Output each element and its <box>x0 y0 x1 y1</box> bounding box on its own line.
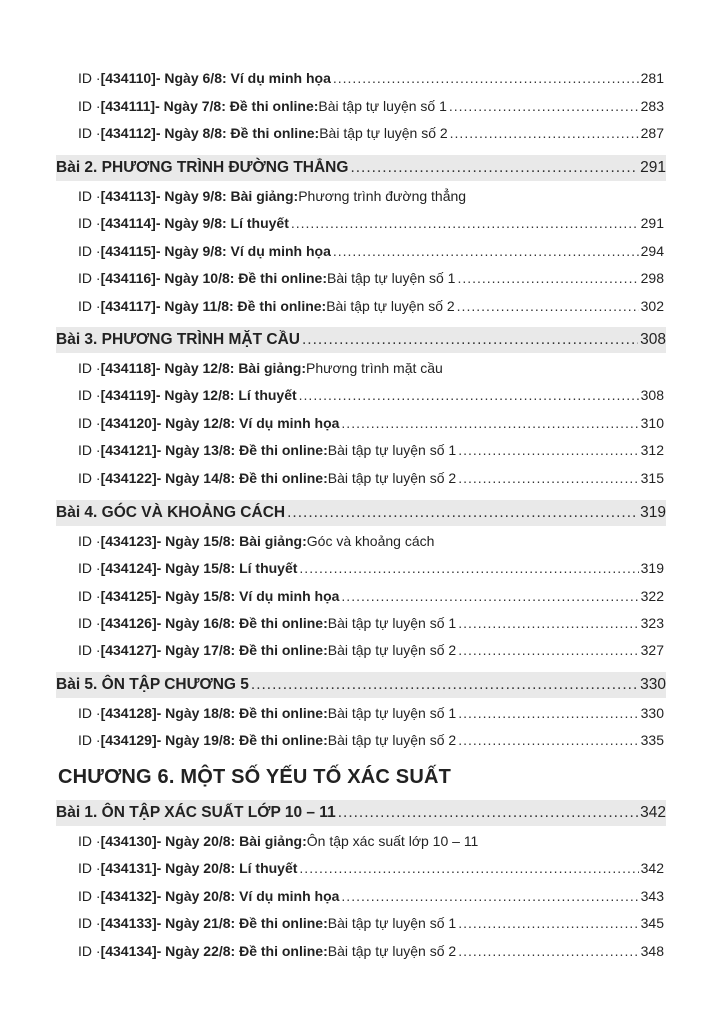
lesson-page-number: 319 <box>640 504 666 521</box>
toc-entry <box>78 383 664 407</box>
toc-entry <box>78 584 664 608</box>
entry-id-prefix: ID · <box>78 70 101 86</box>
entry-code: [434124] <box>100 560 157 576</box>
dot-leader <box>299 860 638 876</box>
entry-code: [434130] <box>100 833 157 849</box>
entry-day-label: - Ngày 12/8: Bài giảng: <box>155 360 306 376</box>
entry-id-prefix: ID · <box>78 243 101 259</box>
entry-page-number: 342 <box>640 860 664 876</box>
toc-entry <box>78 94 664 118</box>
entry-day-label: - Ngày 18/8: Đề thi online: <box>156 705 328 721</box>
dot-leader <box>458 642 638 658</box>
entry-id-prefix: ID · <box>78 615 101 631</box>
entry-id-prefix: ID · <box>78 270 101 286</box>
entry-day-label: - Ngày 11/8: Đề thi online: <box>155 298 327 314</box>
entry-id-prefix: ID · <box>78 943 101 959</box>
entry-code: [434134] <box>100 943 157 959</box>
entry-day-label: - Ngày 9/8: Ví dụ minh họa <box>155 243 331 259</box>
entry-day-label: - Ngày 16/8: Đề thi online: <box>156 615 328 631</box>
entry-day-label: - Ngày 15/8: Bài giảng: <box>156 533 307 549</box>
toc-entry <box>78 556 664 580</box>
entry-id-prefix: ID · <box>78 833 101 849</box>
toc-entry <box>78 939 664 963</box>
dot-leader <box>450 125 639 141</box>
entry-code: [434133] <box>100 915 157 931</box>
dot-leader <box>341 888 638 904</box>
toc-entry <box>78 466 664 490</box>
entry-id-prefix: ID · <box>78 298 101 314</box>
entry-description: Bài tập tự luyện số 1 <box>327 915 457 931</box>
entry-code: [434128] <box>100 705 157 721</box>
entry-page-number: 319 <box>640 560 664 576</box>
entry-page-number: 310 <box>640 415 664 431</box>
entry-page-number: 298 <box>640 270 664 286</box>
dot-leader <box>457 270 638 286</box>
entry-code: [434123] <box>100 533 157 549</box>
entry-day-label: - Ngày 9/8: Bài giảng: <box>155 188 299 204</box>
entry-description: Phương trình đường thẳng <box>298 188 467 204</box>
entry-day-label: - Ngày 10/8: Đề thi online: <box>155 270 327 286</box>
toc-entry <box>78 728 664 752</box>
dot-leader <box>333 243 639 259</box>
entry-day-label: - Ngày 20/8: Ví dụ minh họa <box>156 888 340 904</box>
entry-page-number: 323 <box>640 615 664 631</box>
entry-page-number: 348 <box>640 943 664 959</box>
toc-entry <box>78 638 664 662</box>
toc-entry <box>78 529 664 553</box>
entry-code: [434125] <box>100 588 157 604</box>
entry-id-prefix: ID · <box>78 98 101 114</box>
entry-description: Ôn tập xác suất lớp 10 – 11 <box>306 833 479 849</box>
dot-leader <box>338 804 638 822</box>
entry-day-label: - Ngày 12/8: Lí thuyết <box>155 387 297 403</box>
entry-description: Bài tập tự luyện số 2 <box>327 642 457 658</box>
entry-day-label: - Ngày 15/8: Lí thuyết <box>156 560 298 576</box>
entry-id-prefix: ID · <box>78 642 101 658</box>
entry-page-number: 343 <box>640 888 664 904</box>
entry-code: [434126] <box>100 615 157 631</box>
entry-code: [434114] <box>100 215 156 231</box>
entry-id-prefix: ID · <box>78 188 101 204</box>
lesson-title: Bài 4. GÓC VÀ KHOẢNG CÁCH <box>56 504 286 521</box>
entry-day-label: - Ngày 22/8: Đề thi online: <box>156 943 328 959</box>
entry-code: [434131] <box>100 860 157 876</box>
entry-code: [434111] <box>100 98 156 114</box>
entry-code: [434122] <box>100 470 157 486</box>
entry-code: [434112] <box>100 125 156 141</box>
toc-entry <box>78 266 664 290</box>
toc-entry <box>78 856 664 880</box>
dot-leader <box>458 943 638 959</box>
entry-page-number: 327 <box>640 642 664 658</box>
entry-id-prefix: ID · <box>78 470 101 486</box>
entry-page-number: 291 <box>640 215 664 231</box>
entry-code: [434132] <box>100 888 157 904</box>
entry-code: [434127] <box>100 642 157 658</box>
lesson-page-number: 342 <box>640 804 666 821</box>
entry-day-label: - Ngày 20/8: Lí thuyết <box>156 860 298 876</box>
entry-description: Bài tập tự luyện số 1 <box>327 442 457 458</box>
dot-leader <box>458 705 638 721</box>
entry-id-prefix: ID · <box>78 860 101 876</box>
toc-entry <box>78 411 664 435</box>
entry-day-label: - Ngày 9/8: Lí thuyết <box>155 215 289 231</box>
dot-leader <box>341 415 638 431</box>
entry-description: Phương trình mặt cầu <box>306 360 443 376</box>
toc-lesson-heading <box>56 800 666 826</box>
dot-leader <box>457 298 639 314</box>
entry-id-prefix: ID · <box>78 888 101 904</box>
entry-page-number: 302 <box>640 298 664 314</box>
toc-entry <box>78 66 664 90</box>
entry-page-number: 345 <box>640 915 664 931</box>
toc-lesson-heading <box>56 155 666 181</box>
entry-description: Bài tập tự luyện số 2 <box>319 125 448 141</box>
entry-page-number: 315 <box>640 470 664 486</box>
toc-entry <box>78 356 664 380</box>
entry-id-prefix: ID · <box>78 442 101 458</box>
entry-page-number: 281 <box>640 70 664 86</box>
entry-day-label: - Ngày 21/8: Đề thi online: <box>156 915 328 931</box>
dot-leader <box>299 560 638 576</box>
entry-code: [434110] <box>100 70 156 86</box>
entry-code: [434113] <box>100 188 156 204</box>
entry-day-label: - Ngày 7/8: Đề thi online: <box>155 98 319 114</box>
entry-day-label: - Ngày 19/8: Đề thi online: <box>156 732 328 748</box>
dot-leader <box>350 159 638 177</box>
lesson-page-number: 308 <box>640 331 666 348</box>
dot-leader <box>458 615 638 631</box>
entry-day-label: - Ngày 8/8: Đề thi online: <box>155 125 320 141</box>
dot-leader <box>341 588 638 604</box>
entry-page-number: 308 <box>640 387 664 403</box>
lesson-title: Bài 5. ÔN TẬP CHƯƠNG 5 <box>56 676 249 693</box>
entry-day-label: - Ngày 14/8: Đề thi online: <box>156 470 328 486</box>
entry-id-prefix: ID · <box>78 588 101 604</box>
toc-lesson-heading <box>56 500 666 526</box>
toc-entry <box>78 211 664 235</box>
dot-leader <box>458 442 638 458</box>
dot-leader <box>458 732 638 748</box>
toc-entry <box>78 121 664 145</box>
entry-page-number: 322 <box>640 588 664 604</box>
entry-page-number: 283 <box>640 98 664 114</box>
entry-page-number: 330 <box>640 705 664 721</box>
entry-code: [434120] <box>100 415 157 431</box>
entry-code: [434118] <box>100 360 156 376</box>
entry-description: Bài tập tự luyện số 1 <box>318 98 447 114</box>
entry-id-prefix: ID · <box>78 415 101 431</box>
entry-code: [434117] <box>100 298 156 314</box>
entry-day-label: - Ngày 12/8: Ví dụ minh họa <box>156 415 340 431</box>
chapter-title: CHƯƠNG 6. MỘT SỐ YẾU TỐ XÁC SUẤT <box>58 765 452 788</box>
entry-description: Góc và khoảng cách <box>306 533 435 549</box>
toc-entry <box>78 611 664 635</box>
entry-description: Bài tập tự luyện số 2 <box>327 470 457 486</box>
entry-id-prefix: ID · <box>78 360 101 376</box>
entry-day-label: - Ngày 13/8: Đề thi online: <box>156 442 328 458</box>
entry-page-number: 287 <box>640 125 664 141</box>
toc-entry <box>78 239 664 263</box>
entry-code: [434129] <box>100 732 157 748</box>
dot-leader <box>302 331 638 349</box>
entry-description: Bài tập tự luyện số 2 <box>327 943 457 959</box>
entry-id-prefix: ID · <box>78 915 101 931</box>
lesson-page-number: 330 <box>640 676 666 693</box>
toc-entry <box>78 829 664 853</box>
entry-code: [434115] <box>100 243 156 259</box>
entry-day-label: - Ngày 15/8: Ví dụ minh họa <box>156 588 340 604</box>
dot-leader <box>287 504 638 522</box>
toc-entry <box>78 701 664 725</box>
entry-id-prefix: ID · <box>78 533 101 549</box>
entry-id-prefix: ID · <box>78 387 101 403</box>
entry-description: Bài tập tự luyện số 2 <box>327 732 457 748</box>
entry-code: [434116] <box>100 270 156 286</box>
entry-id-prefix: ID · <box>78 125 101 141</box>
toc-lesson-heading <box>56 672 666 698</box>
dot-leader <box>458 915 638 931</box>
lesson-title: Bài 2. PHƯƠNG TRÌNH ĐƯỜNG THẲNG <box>56 159 349 176</box>
dot-leader <box>299 387 639 403</box>
dot-leader <box>458 470 638 486</box>
entry-id-prefix: ID · <box>78 215 101 231</box>
entry-id-prefix: ID · <box>78 705 101 721</box>
dot-leader <box>291 215 639 231</box>
entry-description: Bài tập tự luyện số 1 <box>327 705 457 721</box>
entry-page-number: 335 <box>640 732 664 748</box>
dot-leader <box>251 676 638 694</box>
entry-day-label: - Ngày 20/8: Bài giảng: <box>156 833 307 849</box>
toc-entry <box>78 884 664 908</box>
lesson-title: Bài 3. PHƯƠNG TRÌNH MẶT CẦU <box>56 331 300 348</box>
toc-entry <box>78 294 664 318</box>
toc-entry <box>78 911 664 935</box>
entry-code: [434121] <box>100 442 157 458</box>
dot-leader <box>449 98 639 114</box>
entry-day-label: - Ngày 6/8: Ví dụ minh họa <box>155 70 331 86</box>
lesson-page-number: 291 <box>640 159 666 176</box>
entry-description: Bài tập tự luyện số 1 <box>327 615 457 631</box>
toc-entry <box>78 184 664 208</box>
entry-id-prefix: ID · <box>78 732 101 748</box>
entry-description: Bài tập tự luyện số 2 <box>326 298 455 314</box>
entry-description: Bài tập tự luyện số 1 <box>326 270 456 286</box>
entry-day-label: - Ngày 17/8: Đề thi online: <box>156 642 328 658</box>
lesson-title: Bài 1. ÔN TẬP XÁC SUẤT LỚP 10 – 11 <box>56 804 336 821</box>
entry-page-number: 294 <box>640 243 664 259</box>
dot-leader <box>333 70 639 86</box>
entry-page-number: 312 <box>640 442 664 458</box>
toc-lesson-heading <box>56 327 666 353</box>
entry-id-prefix: ID · <box>78 560 101 576</box>
entry-code: [434119] <box>100 387 156 403</box>
toc-chapter-heading <box>58 762 668 792</box>
toc-entry <box>78 438 664 462</box>
